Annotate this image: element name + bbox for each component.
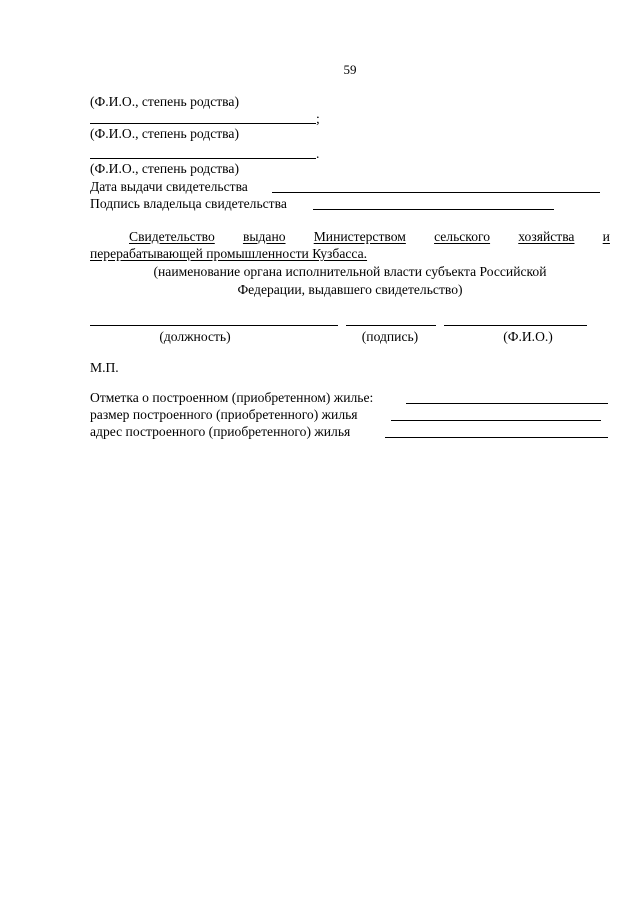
- issued-by-word: хозяйства: [518, 229, 575, 244]
- signature-line: [346, 325, 436, 326]
- housing-address-label: адрес построенного (приобретенного) жилья: [90, 424, 351, 439]
- issue-date-label: Дата выдачи свидетельства: [90, 179, 248, 194]
- page-number: 59: [343, 62, 357, 77]
- issued-by-word: Министерством: [313, 229, 406, 244]
- signature-caption: (подпись): [361, 329, 419, 344]
- issued-by-line-1: [129, 229, 610, 245]
- position-line: [90, 325, 338, 326]
- name-line: [444, 325, 587, 326]
- housing-size-label: размер построенного (приобретенного) жилья: [90, 407, 358, 422]
- housing-address-line: [385, 437, 608, 438]
- relative-1-caption: (Ф.И.О., степень родства): [90, 94, 239, 109]
- issue-date-line: [272, 192, 600, 193]
- housing-size-line: [391, 420, 601, 421]
- issued-by-line-2: перерабатывающей промышленности Кузбасса.: [90, 246, 368, 261]
- relative-2-caption: (Ф.И.О., степень родства): [90, 126, 239, 141]
- relative-3-caption: (Ф.И.О., степень родства): [90, 161, 239, 176]
- relative-2-terminator: ;: [316, 111, 320, 126]
- relative-3-name-line: [90, 158, 316, 159]
- issued-by-word: сельского: [434, 229, 491, 244]
- housing-mark-line: [406, 403, 608, 404]
- owner-signature-label: Подпись владельца свидетельства: [90, 196, 287, 211]
- issued-by-caption-2: Федерации, выдавшего свидетельство): [237, 282, 463, 297]
- stamp-label: М.П.: [90, 360, 119, 375]
- relative-2-name-line: [90, 123, 316, 124]
- issued-by-word: выдано: [242, 229, 286, 244]
- housing-mark-label: Отметка о построенном (приобретенном) жилье:: [90, 390, 374, 405]
- name-caption: (Ф.И.О.): [503, 329, 553, 344]
- relative-3-terminator: .: [316, 146, 320, 161]
- owner-signature-line: [313, 209, 554, 210]
- issued-by-word: и: [602, 229, 610, 244]
- issued-by-caption-1: (наименование органа исполнительной власти субъекта Российской: [153, 264, 547, 279]
- position-caption: (должность): [159, 329, 231, 344]
- issued-by-word: Свидетельство: [129, 229, 215, 244]
